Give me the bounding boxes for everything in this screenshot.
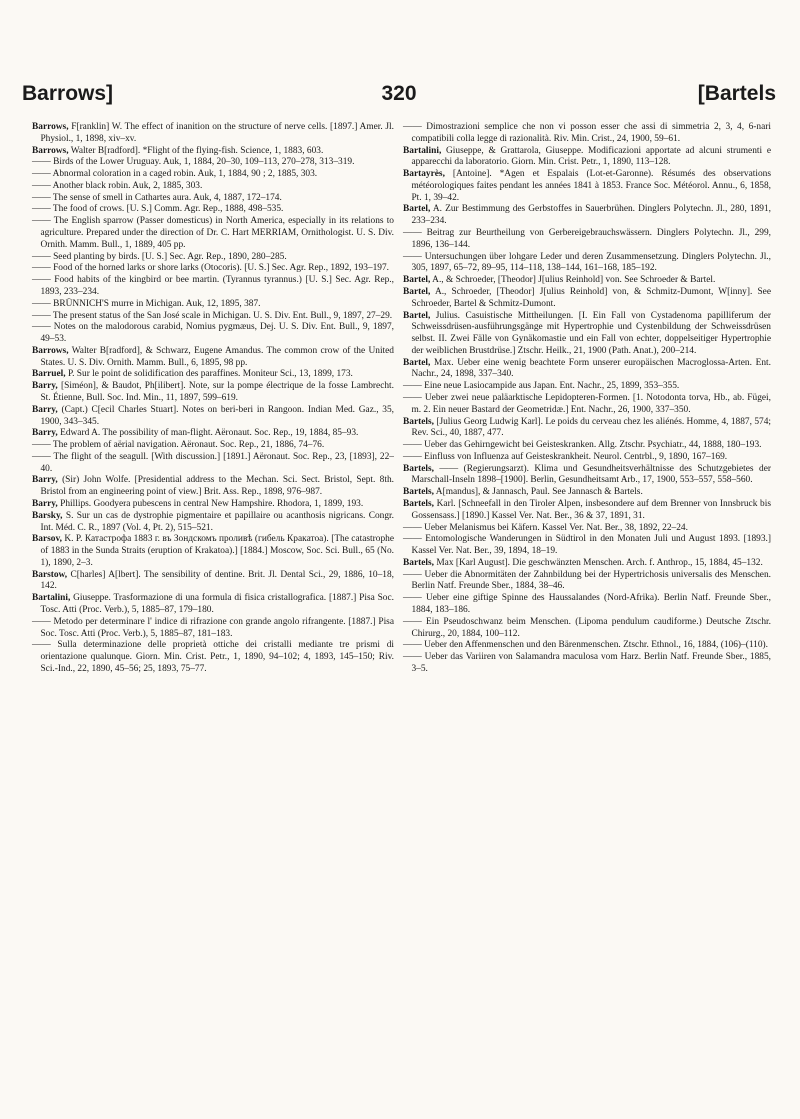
- bibliography-entry: [32, 381, 394, 405]
- bibliography-entry: [403, 640, 771, 652]
- entry-text: Edward A. The possibility of man-flight. Aëronaut. Soc. Rep., 19, 1884, 85–93.: [57, 428, 359, 439]
- entry-text: —— The present status of the San José scale in Michigan. U. S. Div. Ent. Bull., 9, 1897, 27–29.: [32, 310, 393, 321]
- bibliography-entry: [403, 523, 771, 535]
- entry-text: —— (Regierungsarzt). Klima und Gesundheitsverhältnisse des Schutzgebietes der Marschall-Inseln 1898–[1900]. Berlin, Gesundheitsamt Arb., 17, 1900, 553–557, 558–560.: [411, 463, 771, 486]
- bibliography-entry: [32, 440, 394, 452]
- author-surname: Barrows,: [32, 145, 69, 156]
- entry-text: —— The English sparrow (Passer domesticus) in North America, especially in its relations to agriculture. Prepared under the direction of Dr. C. Hart MERRIAM, Ornithologist. U. S. Div. Ornith. Mamm. Bull., 1, 1889, 405 pp.: [32, 216, 394, 250]
- author-surname: Bartels,: [403, 499, 434, 509]
- right-column: [403, 122, 771, 676]
- bibliography-entry: [403, 652, 771, 676]
- bibliography-entry: [32, 640, 394, 675]
- bibliography-entry: [32, 299, 394, 311]
- entry-text: C[harles] A[lbert]. The sensibility of dentine. Brit. Jl. Dental Sci., 29, 1886, 10–18, 142.: [40, 569, 394, 592]
- entry-text: —— Abnormal coloration in a caged robin. Auk, 1, 1884, 90 ; 2, 1885, 303.: [32, 169, 318, 180]
- bibliography-entry: [403, 228, 771, 252]
- bibliography-entry: [32, 204, 394, 216]
- bibliography-entry: [403, 440, 771, 452]
- entry-text: Karl. [Schneefall in den Tiroler Alpen, insbesondere auf dem Brenner von Innsbruck bis Gossensass.] [1890.] Kassel Ver. Nat. Ber., 36 & 37, 1891, 31.: [411, 499, 771, 521]
- author-surname: Bartel,: [403, 286, 431, 297]
- entry-text: —— Notes on the malodorous carabid, Nomius pygmæus, Dej. U. S. Div. Ent. Bull., 9, 1897, 49–53.: [32, 322, 394, 345]
- entry-text: Walter B[radford]. *Flight of the flying-fish. Science, 1, 1883, 603.: [68, 145, 324, 156]
- entry-text: —— Birds of the Lower Uruguay. Auk, 1, 1884, 20–30, 109–113, 270–278, 313–319.: [32, 157, 355, 168]
- author-surname: Barry,: [32, 475, 58, 486]
- author-surname: Bartalini,: [32, 593, 71, 604]
- author-surname: Bartels,: [403, 416, 434, 427]
- entry-text: —— Entomologische Wanderungen in Südtirol in den Monaten Juli und August 1893. [1893.] Kassel Ver. Nat. Ber., 39, 1894, 18–19.: [403, 534, 771, 557]
- author-surname: Bartel,: [403, 204, 431, 215]
- author-surname: Barrows,: [32, 122, 69, 132]
- entry-text: K. P. Катастрофа 1883 г. въ Зондскомъ проливѣ (гибель Кракатоа). [The catastrophe of 1883 in the Sunda Straits (eruption of Krakatoa).] [1884.] Moscow, Soc. Sci. Bull., 65 (No. 1), 1890, 2–3.: [40, 534, 394, 568]
- entry-text: F[ranklin] W. The effect of inanition on the structure of nerve cells. [1897.] Amer. Jl. Physiol., 1, 1898, xiv–xv.: [40, 122, 394, 144]
- bibliography-entry: [403, 558, 771, 570]
- entry-text: [Antoine]. *Agen et Espalais (Lot-et-Garonne). Résumés des observations météorologiques faites pendant les années 1841 à 1853. France Soc. Météorol. Annu., 6, 1858, Pt. 1, 39–42.: [411, 169, 771, 203]
- entry-text: (Sir) John Wolfe. [Presidential address to the Mechan. Sci. Sect. Bristol, Sept. 8th. Bristol from an engineering point of view.] Brit. Ass. Rep., 1898, 976–987.: [40, 475, 394, 498]
- bibliography-entry: [32, 617, 394, 641]
- header-right-guideword: [Bartels: [697, 82, 776, 105]
- entry-text: P. Sur le point de solidification des paraffines. Moniteur Sci., 13, 1899, 173.: [65, 369, 353, 380]
- entry-text: Phillips. Goodyera pubescens in central New Hampshire. Rhodora, 1, 1899, 193.: [57, 499, 364, 509]
- author-surname: Barry,: [32, 428, 58, 439]
- bibliography-entry: [32, 169, 394, 181]
- bibliography-entry: [32, 428, 394, 440]
- page-number: 320: [381, 82, 417, 105]
- entry-text: —— Seed planting by birds. [U. S.] Sec. Agr. Rep., 1890, 280–285.: [32, 251, 287, 262]
- author-surname: Barry,: [32, 499, 58, 509]
- entry-text: —— Ein Pseudoschwanz beim Menschen. (Lipoma pendulum caudiforme.) Deutsche Ztschr. Chirurg., 20, 1884, 100–112.: [403, 616, 771, 639]
- bibliography-entry: [403, 252, 771, 276]
- author-surname: Barruel,: [32, 369, 66, 380]
- entry-text: (Capt.) C[ecil Charles Stuart]. Notes on beri-beri in Rangoon. Indian Med. Gaz., 35, 1900, 343–345.: [40, 404, 394, 427]
- bibliography-entry: [32, 499, 394, 511]
- entry-text: —— Another black robin. Auk, 2, 1885, 303.: [32, 180, 203, 191]
- bibliography-entry: [32, 157, 394, 169]
- entry-text: —— Ueber den Affenmenschen und den Bärenmenschen. Ztschr. Ethnol., 16, 1884, (106)–(110).: [403, 640, 769, 651]
- author-surname: Barry,: [32, 381, 58, 392]
- bibliography-entry: [32, 369, 394, 381]
- bibliography-entry: [32, 181, 394, 193]
- bibliography-entry: [32, 252, 394, 264]
- bibliography-entry: [403, 570, 771, 594]
- author-surname: Bartels,: [403, 557, 434, 568]
- entry-text: [Julius Georg Ludwig Karl]. Le poids du cerveau chez les aliénés. Homme, 4, 1887, 574; Rev. Sci., 40, 1887, 477.: [411, 416, 771, 439]
- entry-text: A. Zur Bestimmung des Gerbstoffes in Sauerbrühen. Dinglers Polytechn. Jl., 280, 1891, 233–234.: [411, 204, 771, 227]
- bibliography-entry: [403, 122, 771, 146]
- bibliography-entry: [32, 146, 394, 158]
- entry-text: A., & Schroeder, [Theodor] J[ulius Reinhold] von. See Schroeder & Bartel.: [430, 275, 716, 286]
- bibliography-entry: [32, 311, 394, 323]
- entry-text: A., Schroeder, [Theodor] J[ulius Reinhold] von, & Schmitz-Dumont, W[inny]. See Schroeder, Bartel & Schmitz-Dumont.: [411, 286, 771, 309]
- entry-text: —— Ueber das Gehirngewicht bei Geisteskranken. Allg. Ztschr. Psychiatr., 44, 1888, 180–193.: [403, 440, 762, 451]
- bibliography-entry: [403, 393, 771, 417]
- author-surname: Bartalini,: [403, 145, 442, 156]
- bibliography-entry: [403, 499, 771, 523]
- entry-text: Giuseppe. Trasformazione di una formula di fisica cristallografica. [1887.] Pisa Soc. Tosc. Atti (Proc. Verb.), 5, 1885–87, 179–180.: [40, 593, 394, 616]
- author-surname: Barstow,: [32, 569, 68, 580]
- bibliography-entry: [32, 452, 394, 476]
- bibliography-entry: [32, 593, 394, 617]
- author-surname: Bartayrès,: [403, 169, 445, 180]
- author-surname: Barrows,: [32, 345, 69, 356]
- entry-text: —— Sulla determinazione delle proprietà ottiche dei cristalli mediante tre prismi di orientazione qualunque. Giorn. Min. Crist. Petr., 1, 1890, 94–102; 4, 1893, 145–150; Riv. Sci.-Ind., 22, 1890, 45–56; 25, 1893, 75–77.: [32, 640, 394, 674]
- author-surname: Barry,: [32, 404, 58, 415]
- entry-text: Julius. Casuistische Mittheilungen. [I. Ein Fall von Cystadenoma papilliferum der Schweissdrüsen-ausführungsgänge mit Hypertrophie und Cystenbildung der Schweissdrüsen selbst. II. Zwei Fälle von Gynäkomastie und ein Fall von echter, doppelseitiger Hypertrophie der weiblichen Brustdrüse.] Ztschr. Heilk., 21, 1900 (Path. Anat.), 200–214.: [411, 310, 771, 356]
- author-surname: Bartel,: [403, 310, 431, 321]
- bibliography-entry: [403, 169, 771, 204]
- entry-text: —— Einfluss von Influenza auf Geisteskrankheit. Neurol. Centrbl., 9, 1890, 167–169.: [403, 451, 728, 462]
- entry-text: —— The food of crows. [U. S.] Comm. Agr. Rep., 1888, 498–535.: [32, 204, 284, 215]
- bibliography-entry: [403, 617, 771, 641]
- bibliography-entry: [403, 275, 771, 287]
- author-surname: Bartel,: [403, 357, 431, 368]
- entry-text: S. Sur un cas de dystrophie pigmentaire et papillaire ou acanthosis nigricans. Congr. Int. Méd. C. R., 1897 (Vol. 4, Pt. 2), 515–521.: [40, 510, 394, 533]
- bibliography-entry: [403, 311, 771, 358]
- entry-text: —— Ueber das Variiren von Salamandra maculosa vom Harz. Berlin Natf. Freunde Sber., 1885, 3–5.: [403, 652, 771, 674]
- entry-text: —— The flight of the seagull. [With discussion.] [1891.] Aëronaut. Soc. Rep., 23, [1893], 22–40.: [32, 451, 394, 474]
- bibliography-entry: [32, 405, 394, 429]
- author-surname: Bartels,: [403, 487, 434, 498]
- bibliography-entry: [32, 322, 394, 346]
- bibliography-entry: [32, 216, 394, 251]
- entry-text: —— Eine neue Lasiocampide aus Japan. Ent. Nachr., 25, 1899, 353–355.: [403, 381, 680, 392]
- bibliography-entry: [403, 487, 771, 499]
- entry-text: —— Dimostrazioni semplice che non vi posson esser che assi di simmetria 2, 3, 4, 6-nari compatibili colla legge di razionalità. Riv. Min. Crist., 24, 1900, 59–61.: [403, 122, 771, 144]
- entry-text: —— BRÜNNICH'S murre in Michigan. Auk, 12, 1895, 387.: [32, 298, 261, 309]
- bibliography-entry: [32, 275, 394, 299]
- bibliography-entry: [403, 593, 771, 617]
- bibliography-entry: [403, 146, 771, 170]
- entry-text: —— The sense of smell in Cathartes aura. Auk, 4, 1887, 172–174.: [32, 192, 282, 203]
- bibliography-entry: [32, 475, 394, 499]
- entry-text: Walter B[radford], & Schwarz, Eugene Amandus. The common crow of the United States. U. S. Div. Ornith. Mamm. Bull., 6, 1895, 98 pp.: [40, 345, 394, 368]
- entry-text: [Siméon], & Baudot, Ph[ilibert]. Note, sur la pompe électrique de la fosse Lambrecht. St. Étienne, Bull. Soc. Ind. Min., 11, 1897, 599–619.: [40, 381, 394, 403]
- left-column: [32, 122, 394, 676]
- entry-text: Giuseppe, & Grattarola, Giuseppe. Modificazioni apportate ad alcuni strumenti e apparecchi da laboratorio. Giorn. Min. Crist. Petr., 1, 1890, 113–128.: [411, 145, 771, 168]
- header-left-guideword: Barrows]: [22, 82, 114, 105]
- entry-text: Max [Karl August]. Die geschwänzten Menschen. Arch. f. Anthrop., 15, 1884, 45–132.: [433, 557, 763, 568]
- author-surname: Barsky,: [32, 510, 63, 521]
- author-surname: Bartel,: [403, 275, 431, 286]
- bibliography-entry: [403, 534, 771, 558]
- entry-text: Max. Ueber eine wenig beachtete Form unserer europäischen Macroglossa-Arten. Ent. Nachr., 24, 1898, 337–340.: [411, 357, 771, 380]
- entry-text: —— Untersuchungen über lohgare Leder und deren Zusammensetzung. Dinglers Polytechn. Jl., 305, 1897, 65–72, 89–95, 114–118, 138–144, 161–168, 185–192.: [403, 251, 771, 274]
- entry-text: —— Metodo per determinare l' indice di rifrazione con grande angolo rifrangente. [1887.] Pisa Soc. Tosc. Atti (Proc. Verb.), 5, 1885–87, 181–183.: [32, 616, 394, 639]
- entry-text: A[mandus], & Jannasch, Paul. See Jannasch & Bartels.: [433, 487, 643, 498]
- bibliography-entry: [32, 511, 394, 535]
- bibliography-entry: [32, 193, 394, 205]
- entry-text: —— Beitrag zur Beurtheilung von Gerbereigebrauchswässern. Dinglers Polytechn. Jl., 299, 1896, 136–144.: [403, 228, 771, 250]
- bibliography-entry: [32, 534, 394, 569]
- author-surname: Bartels,: [403, 463, 434, 474]
- bibliography-entry: [403, 464, 771, 488]
- bibliography-entry: [32, 122, 394, 146]
- bibliography-entry: [32, 346, 394, 370]
- entry-text: —— Ueber die Abnormitäten der Zahnbildung bei der Hypertrichosis universalis des Menschen. Berlin Natf. Freunde Sber., 1884, 38–46.: [403, 569, 771, 592]
- entry-text: —— Food habits of the kingbird or bee martin. (Tyrannus tyrannus.) [U. S.] Sec. Agr. Rep., 1893, 233–234.: [32, 275, 394, 297]
- bibliography-entry: [32, 263, 394, 275]
- entry-text: —— Ueber eine giftige Spinne des Haussalandes (Nord-Afrika). Berlin Natf. Freunde Sber., 1884, 183–186.: [403, 593, 771, 616]
- entry-text: —— Ueber zwei neue paläarktische Lepidopteren-Formen. [1. Notodonta torva, Hb., ab. Fügei, m. 2. Ein neuer Bastard der Geometridæ.] Ent. Nachr., 26, 1900, 337–350.: [403, 392, 771, 415]
- bibliography-entry: [403, 417, 771, 441]
- bibliography-entry: [403, 381, 771, 393]
- entry-text: —— Ueber Melanismus bei Käfern. Kassel Ver. Nat. Ber., 38, 1892, 22–24.: [403, 522, 688, 533]
- bibliography-entry: [403, 452, 771, 464]
- bibliography-entry: [403, 287, 771, 311]
- bibliography-entry: [403, 204, 771, 228]
- running-header: [22, 82, 776, 116]
- entry-text: —— The problem of aërial navigation. Aëronaut. Soc. Rep., 21, 1886, 74–76.: [32, 440, 325, 451]
- author-surname: Barsov,: [32, 534, 62, 545]
- bibliography-entry: [32, 570, 394, 594]
- entry-text: —— Food of the horned larks or shore larks (Otocoris). [U. S.] Sec. Agr. Rep., 1892, 193–197.: [32, 263, 389, 274]
- bibliography-entry: [403, 358, 771, 382]
